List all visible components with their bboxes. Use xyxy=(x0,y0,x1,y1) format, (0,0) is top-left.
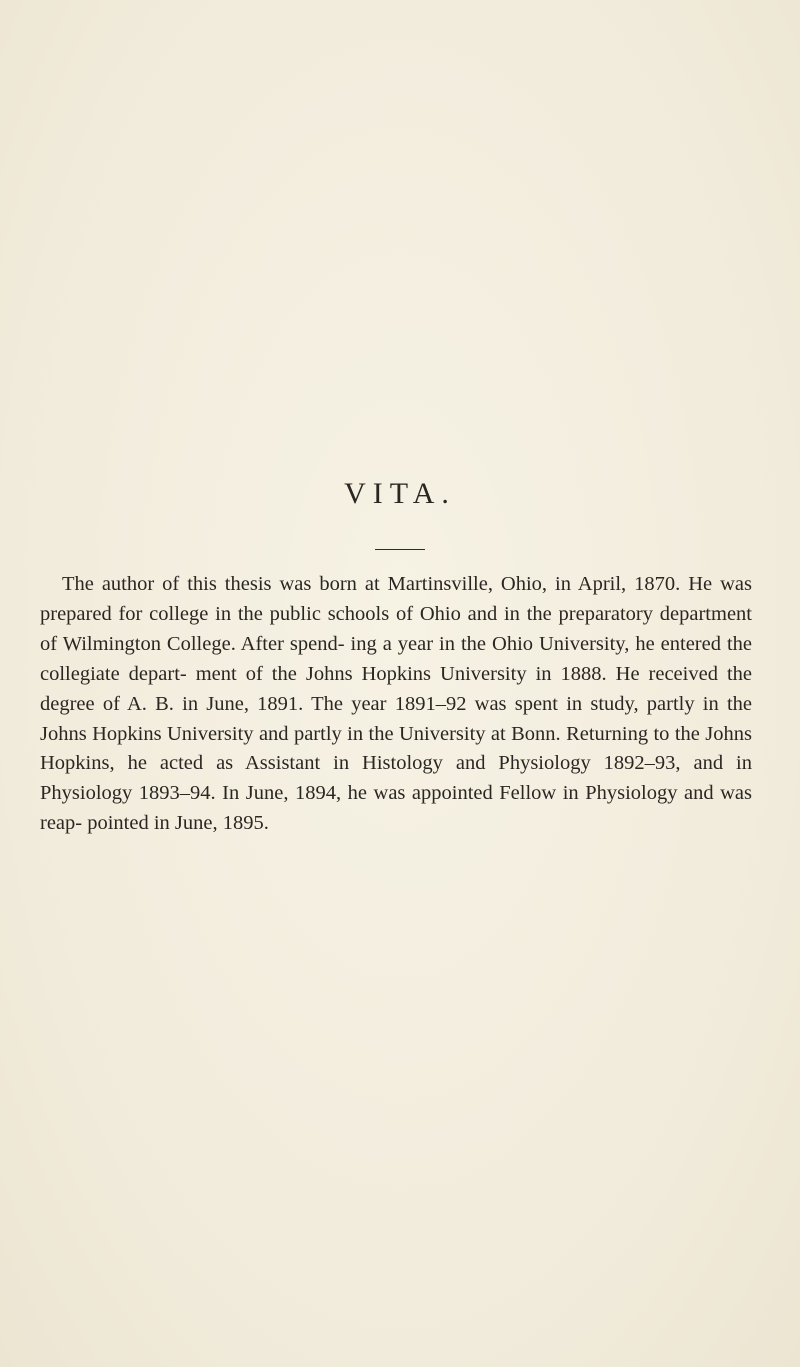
title-divider xyxy=(375,549,425,550)
page-title: VITA. xyxy=(344,477,456,510)
vita-paragraph: The author of this thesis was born at Martinsville, Ohio, in April, 1870. He was prepared for college in the public schools of Ohio and in the preparatory department of Wilmington College. After spend- ing a year in the Ohio University, he entered the collegiate depart- ment of the Johns Hopkins University in 1888. He received the degree of A. B. in June, 1891. The year 1891–92 was spent in study, partly in the Johns Hopkins University and partly in the University at Bonn. Returning to the Johns Hopkins, he acted as Assistant in Histology and Physiology 1892–93, and in Physiology 1893–94. In June, 1894, he was appointed Fellow in Physiology and was reap- pointed in June, 1895. xyxy=(40,573,752,835)
